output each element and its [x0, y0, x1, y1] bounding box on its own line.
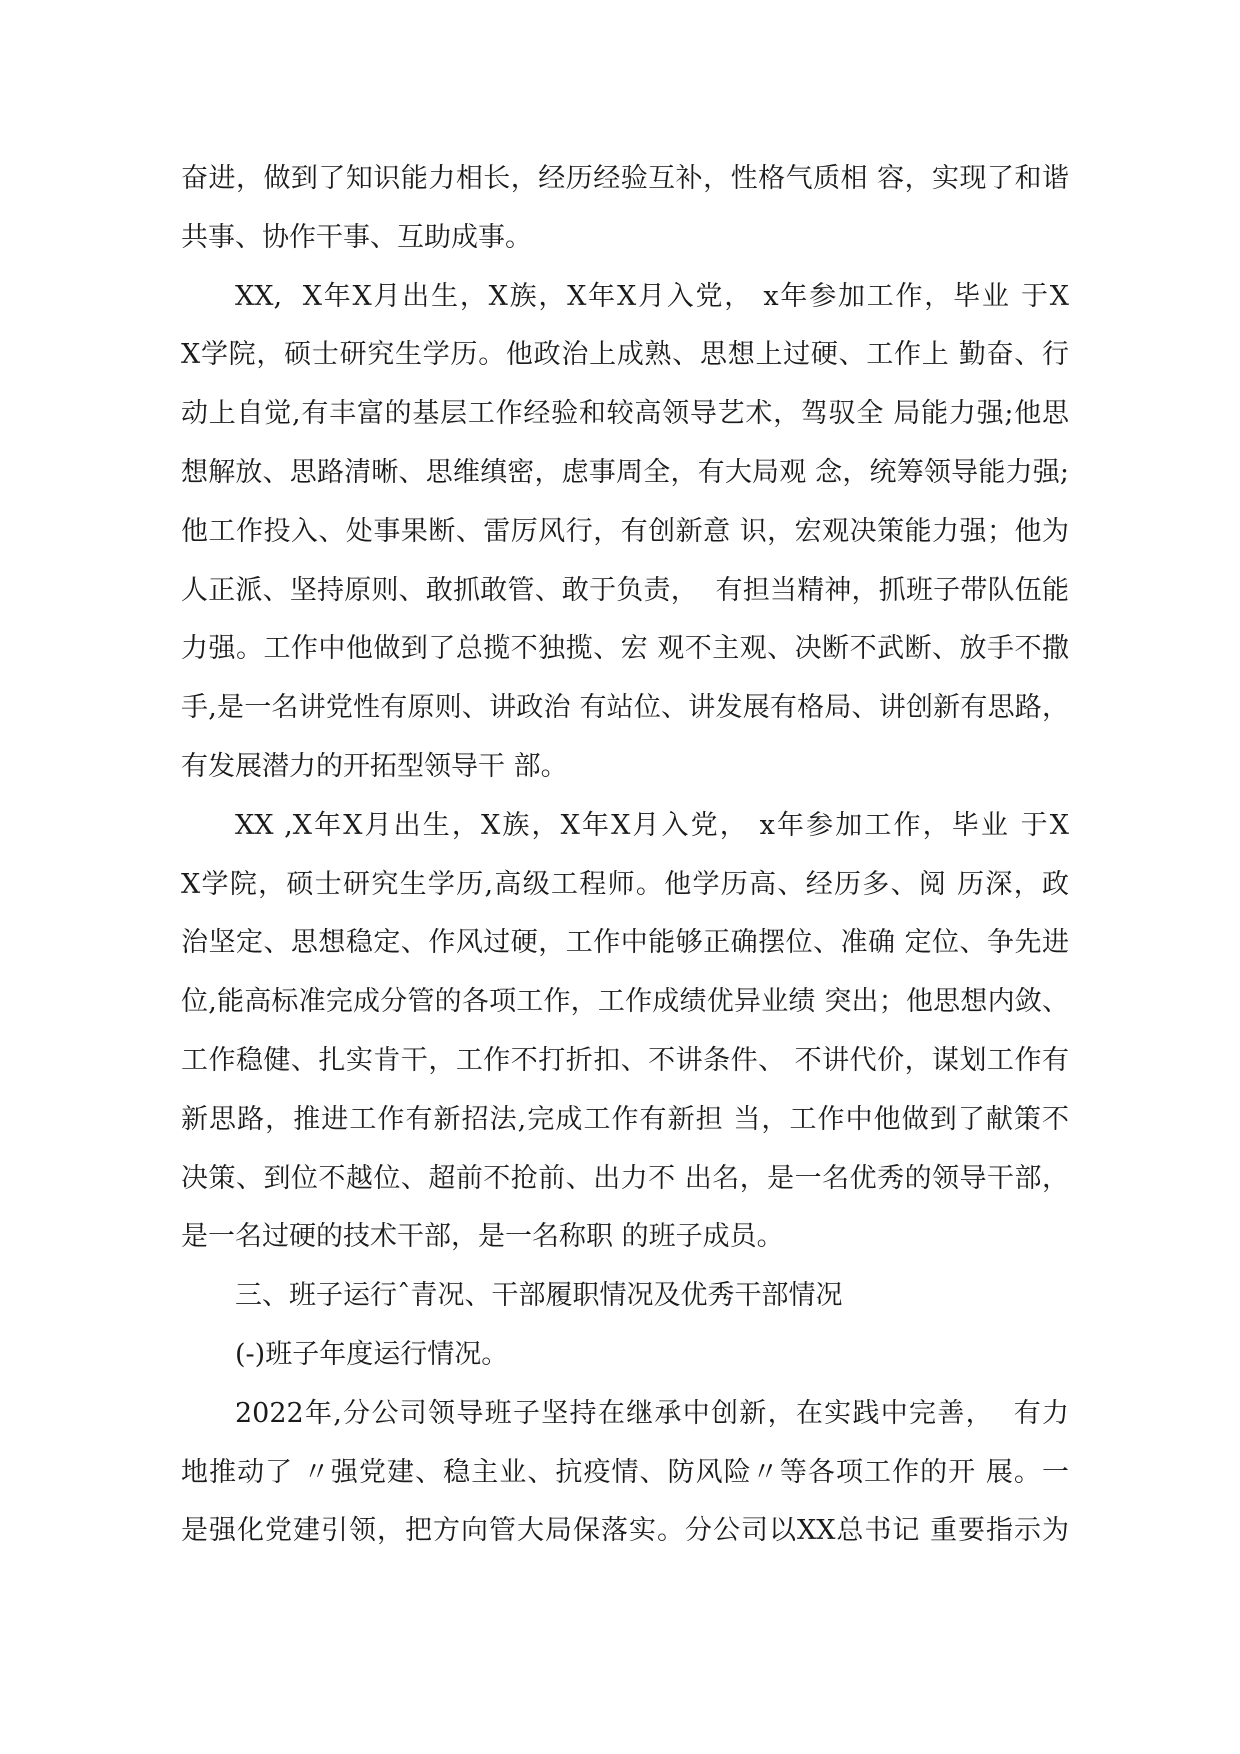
- paragraph-team-harmony: [181, 150, 1069, 268]
- text-line: 共事、协作干事、互助成事。: [181, 221, 532, 253]
- paragraph-member-profile-2: [181, 797, 1069, 1267]
- text-line: XX, X年X月出生，X族，X年X月入党， x年参加工作，毕业 于X: [235, 280, 1069, 312]
- text-line: X学院，硕士研究生学历,高级工程师。他学历高、经历多、阅 历深，政: [181, 868, 1069, 900]
- text-line: XX ,X年X月出生，X族，X年X月入党， x年参加工作，毕业 于X: [235, 809, 1069, 841]
- text-line: 决策、到位不越位、超前不抢前、出力不 出名，是一名优秀的领导干部，: [181, 1162, 1069, 1194]
- text-line: 2022年,分公司领导班子坚持在继承中创新，在实践中完善， 有力: [235, 1397, 1069, 1429]
- text-line: 是一名过硬的技术干部，是一名称职 的班子成员。: [181, 1221, 784, 1253]
- section-heading-text: 三、班子运行ˆ青况、干部履职情况及优秀干部情况: [235, 1280, 843, 1312]
- text-line: 工作稳健、扎实肯干，工作不打折扣、不讲条件、 不讲代价，谋划工作有: [181, 1044, 1069, 1076]
- paragraph-member-profile-1: [181, 268, 1069, 797]
- subsection-heading-one: [181, 1326, 1069, 1385]
- text-line: 是强化党建引领，把方向管大局保落实。分公司以XX总书记 重要指示为: [181, 1515, 1069, 1547]
- text-line: 治坚定、思想稳定、作风过硬，工作中能够正确摆位、准确 定位、争先进: [181, 927, 1069, 959]
- text-line: 地推动了 〃强党建、稳主业、抗疫情、防风险〃等各项工作的开 展。一: [181, 1456, 1069, 1488]
- text-line: X学院，硕士研究生学历。他政治上成熟、思想上过硬、工作上 勤奋、行: [181, 339, 1069, 371]
- paragraph-annual-operation: [181, 1385, 1069, 1561]
- document-body: [181, 150, 1069, 1561]
- text-line: 动上自觉,有丰富的基层工作经验和较高领导艺术，驾驭全 局能力强;他思: [181, 398, 1069, 430]
- text-line: 力强。工作中他做到了总揽不独揽、宏 观不主观、决断不武断、放手不撒: [181, 633, 1069, 665]
- text-line: 有发展潜力的开拓型领导干 部。: [181, 750, 568, 782]
- subsection-heading-text: (-)班子年度运行情况。: [235, 1338, 509, 1370]
- text-line: 奋进，做到了知识能力相长，经历经验互补，性格气质相 容，实现了和谐: [181, 163, 1069, 194]
- text-line: 人正派、坚持原则、敢抓敢管、敢于负责， 有担当精神，抓班子带队伍能: [181, 574, 1069, 606]
- text-line: 新思路，推进工作有新招法,完成工作有新担 当，工作中他做到了献策不: [181, 1103, 1069, 1135]
- text-line: 手,是一名讲党性有原则、讲政治 有站位、讲发展有格局、讲创新有思路，: [181, 692, 1069, 724]
- section-heading-three: [181, 1267, 1069, 1326]
- text-line: 想解放、思路清晰、思维缜密，虑事周全，有大局观 念，统筹领导能力强;: [181, 456, 1069, 488]
- text-line: 位,能高标准完成分管的各项工作，工作成绩优异业绩 突出；他思想内敛、: [181, 986, 1069, 1018]
- text-line: 他工作投入、处事果断、雷厉风行，有创新意 识，宏观决策能力强；他为: [181, 515, 1069, 547]
